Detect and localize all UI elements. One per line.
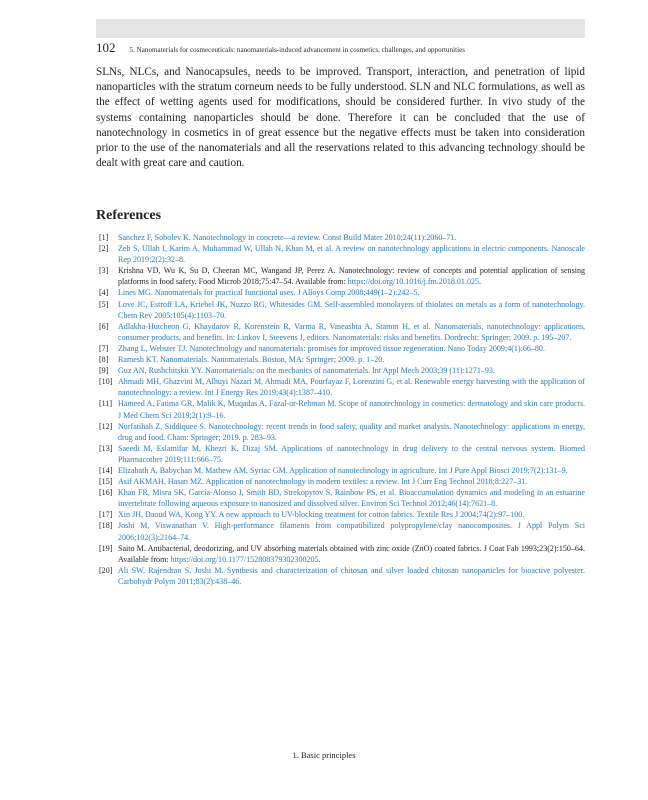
reference-link[interactable]: Joshi M, Viswanathan V. High-performance filaments from compatibilized polypropylene/clay nanocomposites. J Appl Polym Sci 2006;102(3):2164–74. — [118, 521, 585, 542]
reference-link[interactable]: Lines MG. Nanomaterials for practical functional uses. J Alloys Comp 2008;449(1–2):242–5. — [118, 288, 420, 298]
reference-tail: . — [318, 554, 321, 564]
reference-number: [4] — [99, 288, 109, 298]
reference-item — [96, 421, 585, 443]
reference-number: [7] — [99, 343, 109, 353]
reference-item — [96, 343, 585, 354]
reference-number: [10] — [99, 377, 113, 387]
reference-link[interactable]: Khan FR, Misra SK, García-Alonso J, Smith BD, Strekopytov S, Rainbow PS, et al. Bioaccumulation dynamics and modeling in an estuarine invertebrate following aqueous exposure to nanosized and dissolved silver. Environ Sci Technol 2012;46(14):7621–8. — [118, 488, 585, 509]
body-paragraph: SLNs, NLCs, and Nanocapsules, needs to be improved. Transport, interaction, and penetration of lipid nanoparticles with the stratum corneum needs to be fully understood. SLN and NLC formulations, as well as the effect of wetting agents used for modifications, should be considered further. In vivo study of the systems containing nanoparticles should be done. Therefore it can be concluded that the use of nanotechnology in cosmetics in of great essence but the negative effects must be taken into consideration prior to the use of the nanomaterials and all the reservations related to this advancing technology should be dealt with great care and caution. — [96, 66, 585, 170]
reference-link[interactable]: Love JC, Estroff LA, Kriebel JK, Nuzzo RG, Whitesides GM. Self-assembled monolayers of thiolates on metals as a form of nanotechnology. Chem Rev 2005;105(4):1103–70. — [118, 299, 585, 320]
footer-section-title: 1. Basic principles — [292, 750, 356, 760]
reference-number: [20] — [99, 565, 113, 575]
reference-link[interactable]: Hameed A, Fatima GR, Malik K, Muqadas A, Fazal-ur-Rehman M. Scope of nanotechnology in cosmetics: dermatology and skin care products. J Med Chem Sci 2019;2(1):9–16. — [118, 399, 585, 420]
reference-number: [5] — [99, 299, 109, 309]
reference-item — [96, 243, 585, 265]
reference-citation: Saito M. Antibacterial, deodorizing, and UV absorbing materials obtained with zinc oxide (ZnO) coated fabrics. J Coat Fab 1993;23(2):150–64. Available from: — [118, 543, 585, 564]
reference-link[interactable]: Saeedi M, Eslamifar M, Khezri K, Dizaj SM. Applications of nanotechnology in drug delivery to the central nervous system. Biomed Pharmacother 2019;111:666–75. — [118, 443, 585, 464]
reference-number: [15] — [99, 477, 113, 487]
reference-item — [96, 376, 585, 398]
doi-link[interactable]: https://doi.org/10.1177/152808379302300205 — [170, 554, 319, 564]
reference-text — [118, 544, 585, 564]
reference-item — [96, 265, 585, 287]
reference-number: [16] — [99, 488, 113, 498]
reference-list — [96, 232, 585, 587]
chapter-title: 5. Nanomaterials for cosmeceuticals: nanomaterials-induced advancement in cosmetics, challenges, and opportunities — [129, 46, 466, 54]
reference-item — [96, 443, 585, 465]
reference-item — [96, 398, 585, 420]
page-number: 102 — [96, 40, 116, 55]
reference-item — [96, 520, 585, 542]
reference-link[interactable]: Zeb S, Ullah I, Karim A, Muhammad W, Ullah N, Khan M, et al. A review on nanotechnology applications in electric components. Nanoscale Rep 2019;2(2):32–8. — [118, 244, 585, 265]
reference-item — [96, 565, 585, 587]
doi-link[interactable]: https://doi.org/10.1016/j.fm.2018.01.025 — [347, 277, 480, 287]
reference-number: [14] — [99, 465, 113, 475]
reference-item — [96, 321, 585, 343]
reference-link[interactable]: Ahmadi MH, Ghazvini M, Alhuyi Nazari M, Ahmadi MA, Pourfayaz F, Lorenzini G, et al. Renewable energy harvesting with the application of nanotechnology: a review. Int J Energy Res 2019;43(4):1387–410. — [118, 377, 585, 398]
reference-link[interactable]: Ali SW, Rajendran S, Joshi M. Synthesis and characterization of chitosan and silver loaded chitosan nanoparticles for bioactive polyester. Carbohydr Polym 2011;83(2):438–46. — [118, 565, 585, 586]
reference-item — [96, 487, 585, 509]
reference-link[interactable]: Nurfatihah Z, Siddiquee S. Nanotechnology: recent trends in food safety, quality and market analysis. Nanotechnology: applications in energy, drug and food. Cham: Springer; 2019. p. 283–93. — [118, 421, 585, 442]
reference-number: [9] — [99, 366, 109, 376]
reference-tail: . — [479, 277, 482, 287]
running-head — [96, 40, 585, 56]
reference-item — [96, 232, 585, 243]
reference-number: [19] — [99, 543, 113, 553]
reference-number: [6] — [99, 321, 109, 331]
reference-link[interactable]: Ramesh KT. Nanomaterials. Nanomaterials. Boston, MA: Springer; 2009. p. 1–20. — [118, 355, 385, 365]
reference-item — [96, 509, 585, 520]
reference-number: [12] — [99, 421, 113, 431]
reference-citation: Krishna VD, Wu K, Su D, Cheeran MC, Wangand JP, Perez A. Nanotechnology: review of concepts and potential application of sensing platforms in food safety. Food Microb 2018;75:47–54. Available from: — [118, 266, 585, 287]
reference-text — [118, 266, 585, 286]
reference-link[interactable]: Sanchez F, Sobolev K. Nanotechnology in concrete—a review. Const Build Mater 2010;24(11):2060–71. — [118, 233, 457, 242]
reference-link[interactable]: Xin JH, Daoud WA, Kong YY. A new approach to UV-blocking treatment for cotton fabrics. Textile Res J 2004;74(2):97–100. — [118, 510, 525, 520]
reference-item — [96, 476, 585, 487]
reference-link[interactable]: Zhang L, Webster TJ. Nanotechnology and nanomaterials: promises for improved tissue regeneration. Nano Today 2009;4(1):66–80. — [118, 343, 545, 353]
reference-link[interactable]: Elizabath A, Babychan M, Mathew AM, Syriac GM. Application of nanotechnology in agriculture. Int J Pure Appl Biosci 2019;7(2):131–9. — [118, 465, 568, 475]
header-bar — [96, 19, 585, 38]
references-heading: References — [96, 208, 162, 223]
reference-number: [17] — [99, 510, 113, 520]
reference-item — [96, 465, 585, 476]
reference-link[interactable]: Asif AKMAH, Hasan MZ. Application of nanotechnology in modern textiles: a review. Int J Curr Eng Technol 2018;8:227–31. — [118, 477, 528, 487]
reference-item — [96, 287, 585, 298]
reference-link[interactable]: Guz AN, Rushchitskii YY. Nanomaterials: on the mechanics of nanomaterials. Int Appl Mech 2003;39 (11):1271–93. — [118, 366, 495, 376]
reference-item — [96, 365, 585, 376]
reference-number: [3] — [99, 266, 109, 276]
reference-item — [96, 299, 585, 321]
reference-item — [96, 543, 585, 565]
reference-number: [13] — [99, 443, 113, 453]
reference-link[interactable]: Adlakha-Hutcheon G, Khaydarov R, Korenstein R, Varma R, Vaseashta A, Stamm H, et al. Nanomaterials, nanotechnology: applications, consumer products, and benefits. In: Linkov I, Steevens J, editors. Nanomaterials: risks and benefits. Dordrecht: Springer; 2009. p. 195–207. — [118, 321, 585, 342]
reference-number: [8] — [99, 355, 109, 365]
reference-item — [96, 354, 585, 365]
reference-number: [1] — [99, 233, 109, 242]
reference-number: [18] — [99, 521, 113, 531]
reference-number: [2] — [99, 244, 109, 254]
reference-number: [11] — [99, 399, 113, 409]
